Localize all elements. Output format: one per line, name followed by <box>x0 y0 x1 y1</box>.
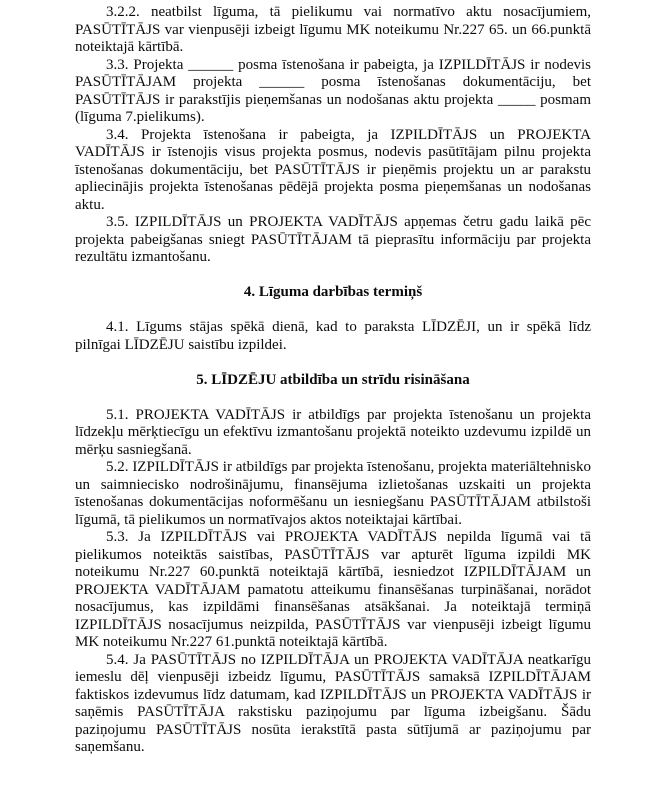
clause-4-1: 4.1. Līgums stājas spēkā dienā, kad to paraksta LĪDZĒJI, un ir spēkā līdz pilnīgai LĪDZĒJU saistību izpildei. <box>75 319 591 353</box>
clause-3-5: 3.5. IZPILDĪTĀJS un PROJEKTA VADĪTĀJS apņemas četru gadu laikā pēc projekta pabeigšanas sniegt PASŪTĪTĀJAM tā pieprasītu informāciju par projekta rezultātu izmantošanu. <box>75 214 591 265</box>
clause-5-1: 5.1. PROJEKTA VADĪTĀJS ir atbildīgs par projekta īstenošanu un projekta līdzekļu mērķtiecīgu un efektīvu izmantošanu projektā noteikto uzdevumu izpildē un mērķu sasniegšanā. <box>75 406 591 458</box>
clause-5-2: 5.2. IZPILDĪTĀJS ir atbildīgs par projekta īstenošanu, projekta materiāltehnisko un saimniecisko nodrošinājumu, finansējuma izlietošanas uzskaiti un projekta īstenošanas dokumentācijas noformēšanu un iesniegšanu PASŪTĪTĀJAM atbilstoši līgumā, tā pielikumos un normatīvajos aktos noteiktajai kārtībai. <box>75 459 591 528</box>
section-4-heading: 4. Līguma darbības termiņš <box>243 284 423 300</box>
clause-5-4: 5.4. Ja PASŪTĪTĀJS no IZPILDĪTĀJA un PROJEKTA VADĪTĀJA neatkarīgu iemeslu dēļ vienpusēji izbeidz līgumu, PASŪTĪTĀJS samaksā IZPILDĪTĀJAM faktiskos izdevumus līdz datumam, kad IZPILDĪTĀJS un PROJEKTA VADĪTĀJS ir saņēmis PASŪTĪTĀJA rakstisku paziņojumu par līguma izbeigšanu. Šādu paziņojumu PASŪTĪTĀJS nosūta ierakstītā pasta sūtījumā ar paziņojumu par saņemšanu. <box>75 651 591 755</box>
clause-3-3: 3.3. Projekta ______ posma īstenošana ir pabeigta, ja IZPILDĪTĀJS ir nodevis PASŪTĪTĀJAM projekta ______ posma īstenošanas dokumentāciju, bet PASŪTĪTĀJS ir parakstījis pieņemšanas un nodošanas aktu projekta _____ posmam (līguma 7.pielikums). <box>75 56 591 125</box>
document-page <box>75 4 591 757</box>
clause-3-2-2: 3.2.2. neatbilst līguma, tā pielikumu vai normatīvo aktu nosacījumiem, PASŪTĪTĀJS var vienpusēji izbeigt līgumu MK noteikumu Nr.227 65. un 66.punktā noteiktajā kārtībā. <box>75 4 591 55</box>
clause-3-4: 3.4. Projekta īstenošana ir pabeigta, ja IZPILDĪTĀJS un PROJEKTA VADĪTĀJS ir īstenojis visus projekta posmus, nodevis pasūtītājam pilnu projekta īstenošanas dokumentāciju, bet PASŪTĪTĀJS ir pieņēmis projektu un ar parakstu apliecinājis projekta īstenošanas pēdējā projekta posma pieņemšanas un nodošanas aktu. <box>75 126 591 213</box>
clause-5-3: 5.3. Ja IZPILDĪTĀJS vai PROJEKTA VADĪTĀJS nepilda līgumā vai tā pielikumos noteiktās saistības, PASŪTĪTĀJS var apturēt līguma izpildi MK noteikumu Nr.227 60.punktā noteiktajā kārtībā, iesniedzot IZPILDĪTĀJAM un PROJEKTA VADĪTĀJAM pamatotu atteikumu finansēšanas turpināšanai, norādot nosacījumus, kas izpildāmi finansēšanas atsākšanai. Ja noteiktajā termiņā IZPILDĪTĀJS nosacījumus neizpilda, PASŪTĪTĀJS var vienpusēji izbeigt līgumu MK noteikumu Nr.227 61.punktā noteiktajā kārtībā. <box>75 529 591 650</box>
section-5-heading: 5. LĪDZĒJU atbildība un strīdu risināšana <box>196 371 470 388</box>
